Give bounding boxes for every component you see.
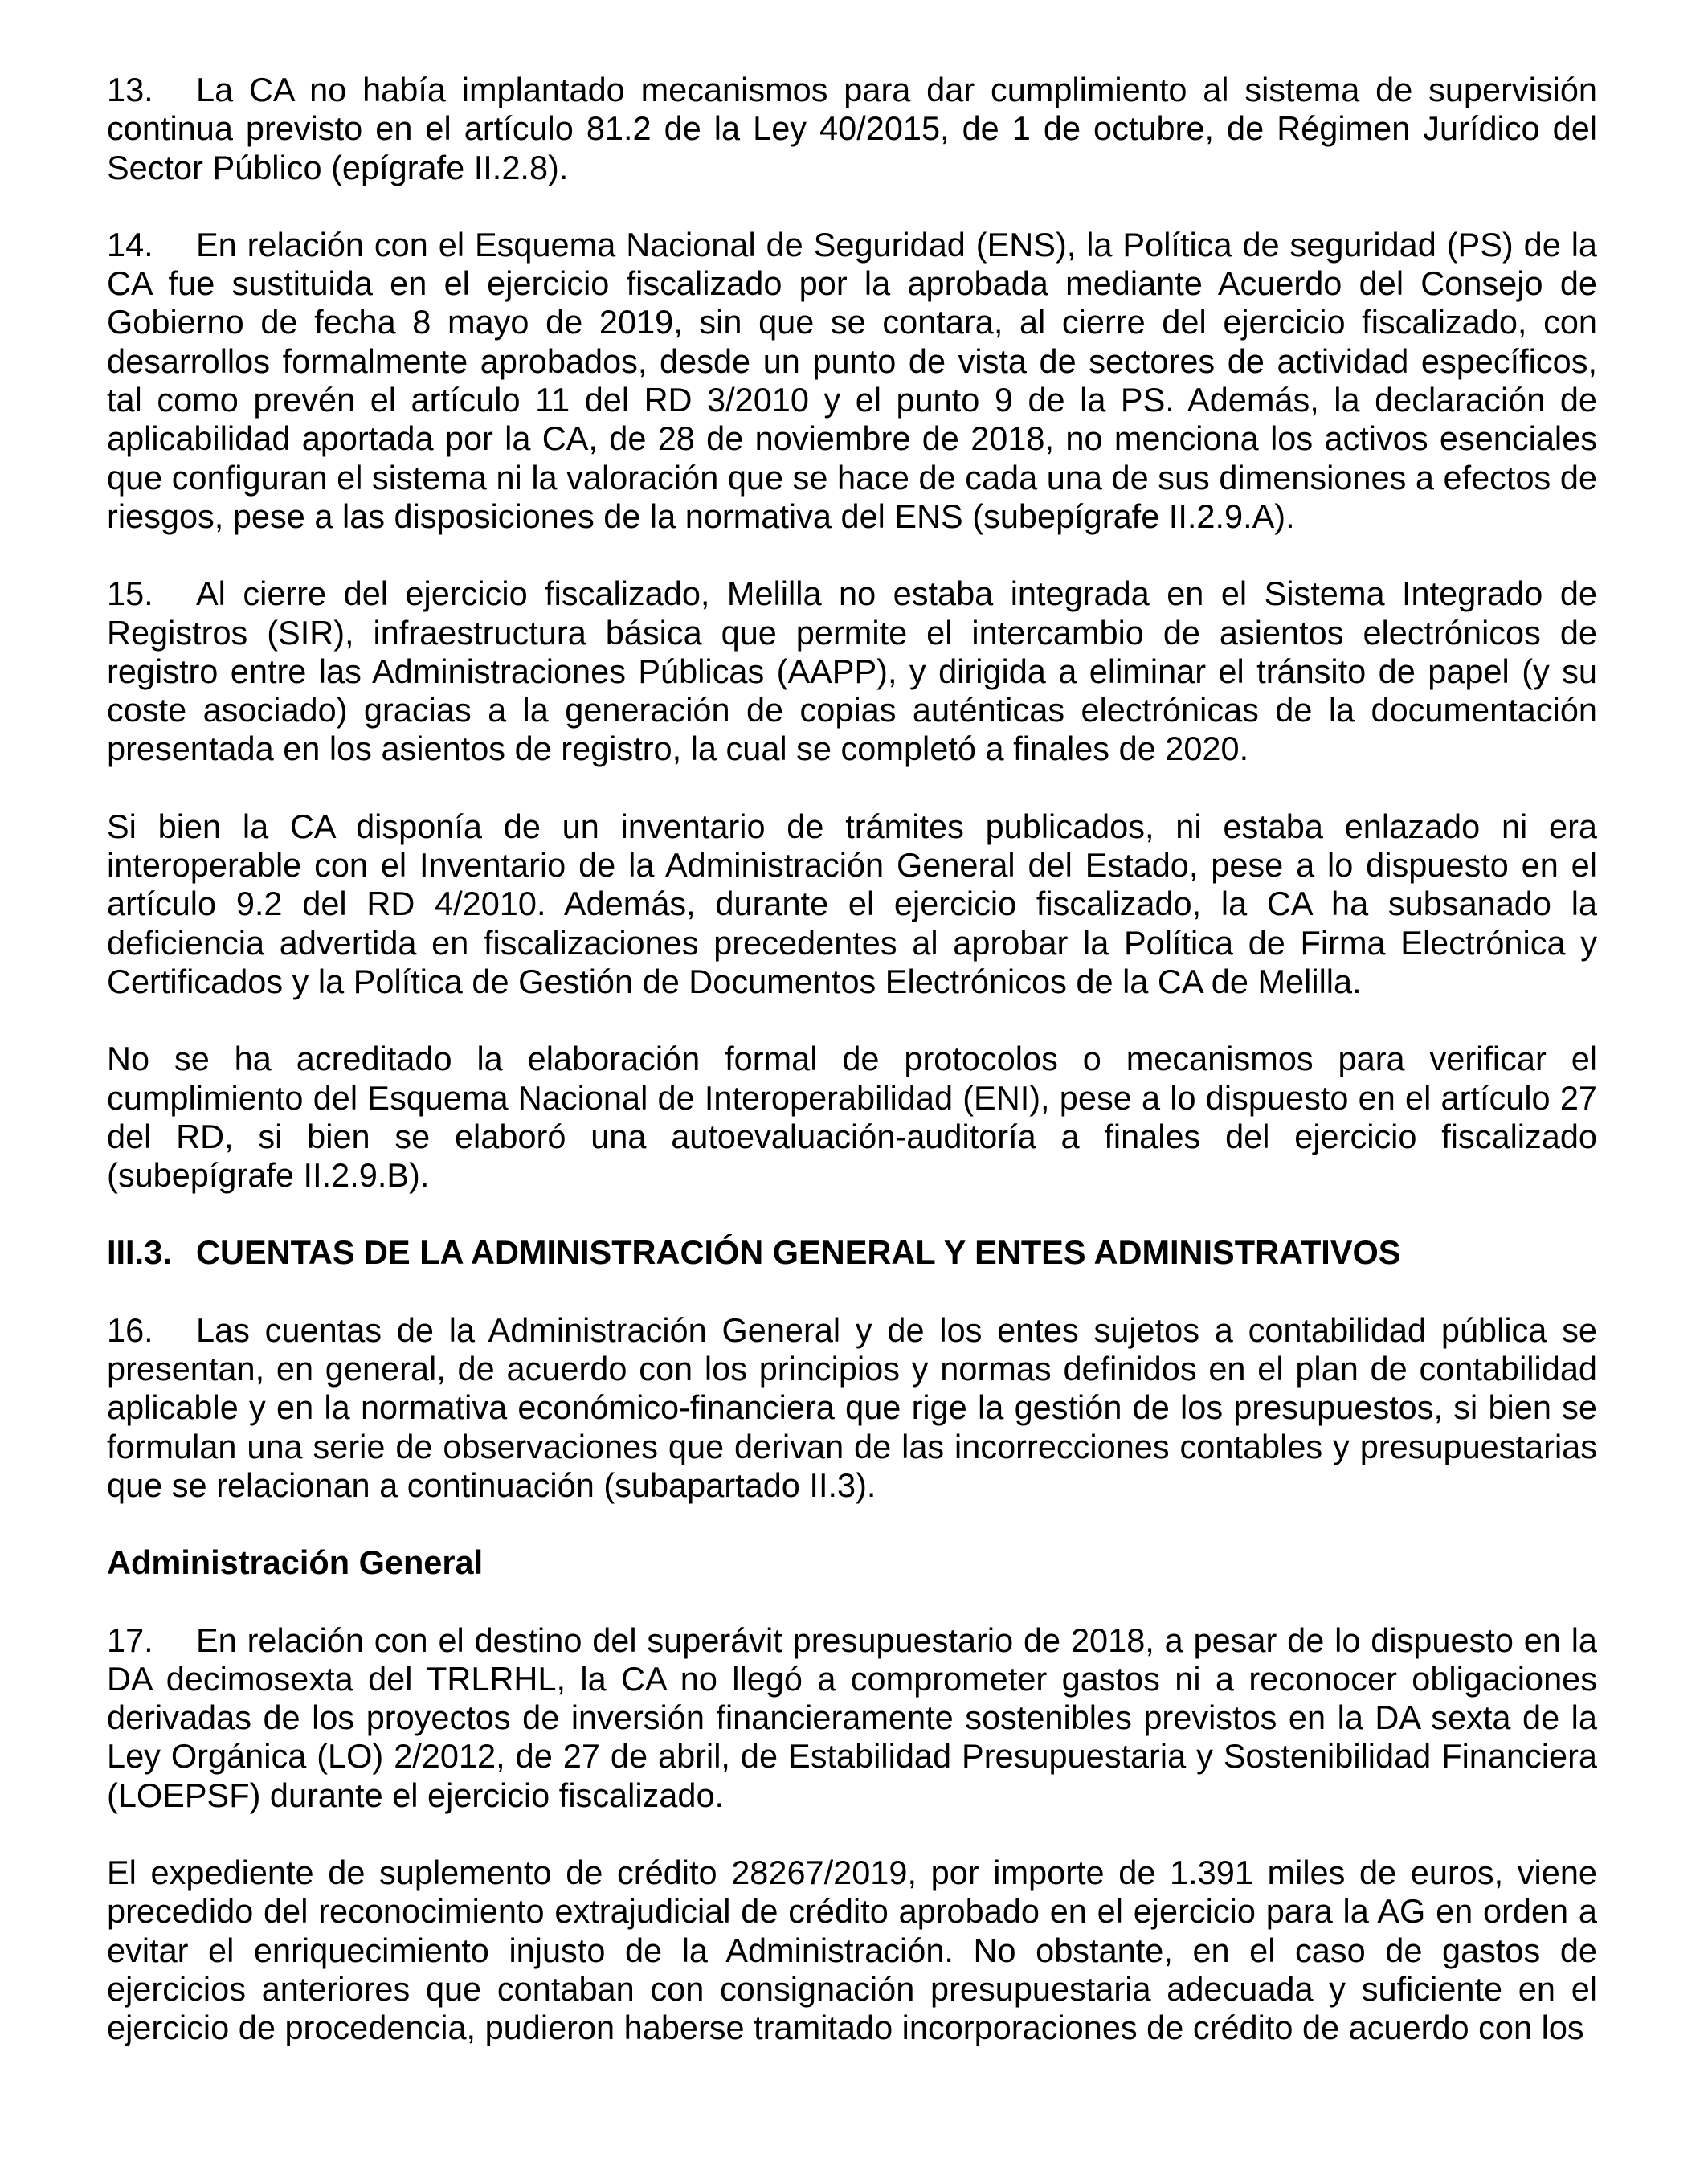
paragraph-text: En relación con el destino del superávit presupuestario de 2018, a pesar de lo dispuesto en la DA decimosexta del TRLRHL, la CA no llegó a comprometer gastos ni a reconocer obligaciones derivadas de los proyectos de inversión financieramente sostenibles previstos en la DA sexta de la Ley Orgánica (LO) 2/2012, de 27 de abril, de Estabilidad Presupuestaria y Sostenibilidad Financiera (LOEPSF) durante el ejercicio fiscalizado. <box>107 1621 1597 1814</box>
paragraph-number: 16. <box>107 1310 153 1349</box>
section-heading <box>107 1233 1597 1272</box>
paragraph-number: 13. <box>107 71 153 108</box>
paragraph-16 <box>107 1311 1597 1505</box>
paragraph-text: La CA no había implantado mecanismos para dar cumplimiento al sistema de supervisión continua previsto en el artículo 81.2 de la Ley 40/2015, de 1 de octubre, de Régimen Jurídico del Sector Público (epígrafe II.2.8). <box>107 71 1597 186</box>
paragraph-text: Al cierre del ejercicio fiscalizado, Melilla no estaba integrada en el Sistema Integrado de Registros (SIR), infraestructura básica que permite el intercambio de asientos electrónicos de registro entre las Administraciones Públicas (AAPP), y dirigida a eliminar el tránsito de papel (y su coste asociado) gracias a la generación de copias auténticas electrónicas de la documentación presentada en los asientos de registro, la cual se completó a finales de 2020. <box>107 574 1597 768</box>
paragraph-text: No se ha acreditado la elaboración formal de protocolos o mecanismos para verificar el cumplimiento del Esquema Nacional de Interoperabilidad (ENI), pese a lo dispuesto en el artículo 27 del RD, si bien se elaboró una autoevaluación-auditoría a finales del ejercicio fiscalizado (subepígrafe II.2.9.B). <box>107 1040 1597 1195</box>
paragraph-text: Si bien la CA disponía de un inventario de trámites publicados, ni estaba enlazado ni era interoperable con el Inventario de la Administración General del Estado, pese a lo dispuesto en el artículo 9.2 del RD 4/2010. Además, durante el ejercicio fiscalizado, la CA ha subsanado la deficiencia advertida en fiscalizaciones precedentes al aprobar la Política de Firma Electrónica y Certificados y la Política de Gestión de Documentos Electrónicos de la CA de Melilla. <box>107 807 1597 1000</box>
paragraph-15-continued-inventory <box>107 807 1597 1001</box>
section-number: III.3. <box>107 1233 172 1272</box>
paragraph-number: 15. <box>107 574 153 613</box>
paragraph-text: El expediente de suplemento de crédito 28267/2019, por importe de 1.391 miles de euros, viene precedido del reconocimiento extrajudicial de crédito aprobado en el ejercicio para la AG en orden a evitar el enriquecimiento injusto de la Administración. No obstante, en el caso de gastos de ejercicios anteriores que contaban con consignación presupuestaria adecuada y suficiente en el ejercicio de procedencia, pudieron haberse tramitado incorporaciones de crédito de acuerdo con los <box>107 1853 1597 2047</box>
paragraph-17 <box>107 1621 1597 1815</box>
paragraph-13 <box>107 71 1597 187</box>
paragraph-14 <box>107 226 1597 536</box>
section-title: CUENTAS DE LA ADMINISTRACIÓN GENERAL Y ENTES ADMINISTRATIVOS <box>196 1233 1401 1272</box>
paragraph-15 <box>107 574 1597 768</box>
paragraph-number: 14. <box>107 225 153 264</box>
paragraph-17-continued <box>107 1854 1597 2047</box>
paragraph-text: En relación con el Esquema Nacional de Seguridad (ENS), la Política de seguridad (PS) de la CA fue sustituida en el ejercicio fiscalizado por la aprobada mediante Acuerdo del Consejo de Gobierno de fecha 8 mayo de 2019, sin que se contara, al cierre del ejercicio fiscalizado, con desarrollos formalmente aprobados, desde un punto de vista de sectores de actividad específicos, tal como prevén el artículo 11 del RD 3/2010 y el punto 9 de la PS. Además, la declaración de aplicabilidad aportada por la CA, de 28 de noviembre de 2018, no menciona los activos esenciales que configuran el sistema ni la valoración que se hace de cada una de sus dimensiones a efectos de riesgos, pese a las disposiciones de la normativa del ENS (subepígrafe II.2.9.A). <box>107 225 1597 535</box>
paragraph-text: Las cuentas de la Administración General y de los entes sujetos a contabilidad pública se presentan, en general, de acuerdo con los principios y normas definidos en el plan de contabilidad aplicable y en la normativa económico-financiera que rige la gestión de los presupuestos, si bien se formulan una serie de observaciones que derivan de las incorrecciones contables y presupuestarias que se relacionan a continuación (subapartado II.3). <box>107 1310 1597 1504</box>
paragraph-15-continued-eni <box>107 1040 1597 1195</box>
paragraph-number: 17. <box>107 1621 153 1659</box>
subheading-administracion-general: Administración General <box>107 1543 484 1582</box>
document-page <box>107 71 1597 2086</box>
